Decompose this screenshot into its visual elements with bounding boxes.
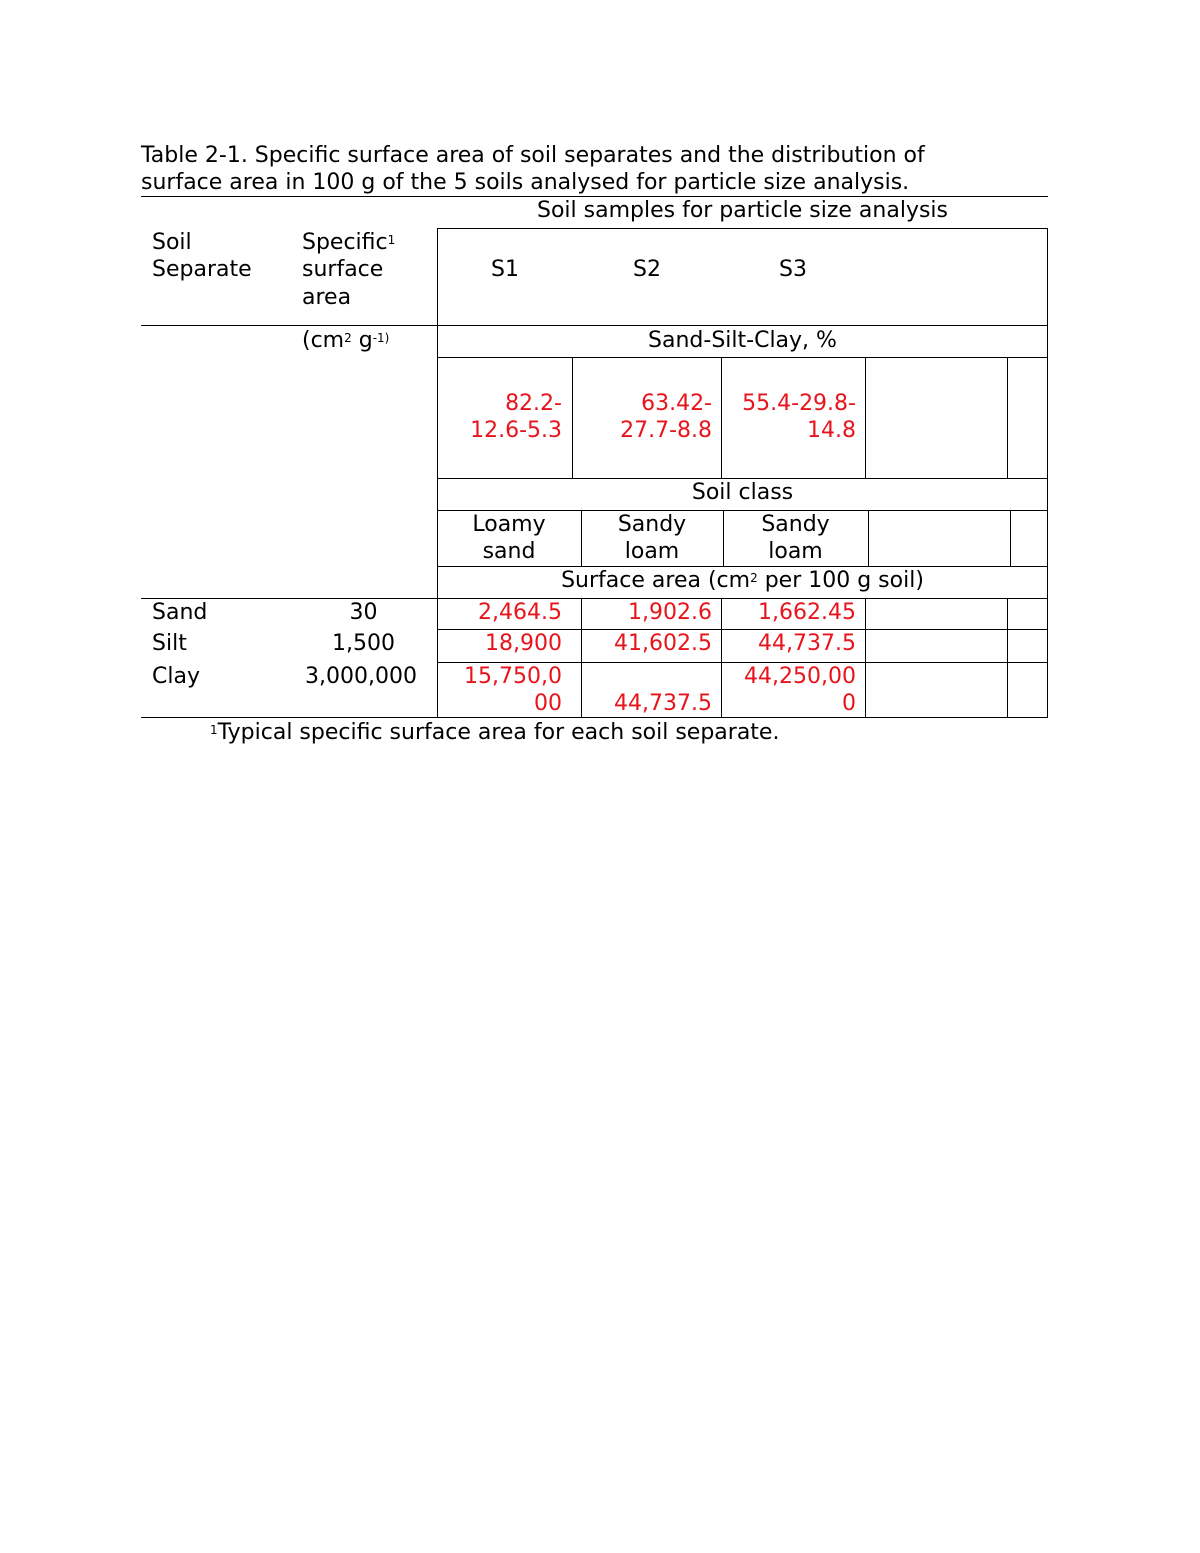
row-clay-s3-line2: 0 [842,691,856,716]
vrule-ssc-1 [572,357,573,478]
ssc-s3-line2: 14.8 [807,418,856,443]
rule-group-header [437,228,1048,229]
vrule-ssc-3 [865,357,866,478]
soil-class-s2-line2: loam [624,539,680,564]
vrule-data-4 [1007,598,1008,717]
col-header-s1: S1 [491,257,519,282]
vrule-class-3 [868,510,869,566]
ssc-s3-line1: 55.4-29.8- [742,391,856,416]
row-sand-label: Sand [152,600,208,625]
col-header-area: area [302,285,352,310]
footnote: $^1$Typical specific surface area for each soil separate. [210,720,780,745]
col-header-specific: Specific$^1$ [302,230,396,255]
unit-label: ($cm^2$ $g^{-1)}$ [302,328,390,353]
row-clay-s1-line1: 15,750,0 [464,664,562,689]
sand-silt-clay-title: Sand-Silt-Clay, % [648,328,837,353]
ssc-s2-line2: 27.7-8.8 [620,418,712,443]
table-caption-line1: Table 2-1. Specific surface area of soil separates and the distribution of [141,143,925,168]
vrule-data-3 [865,598,866,717]
row-clay-s1-line2: 00 [534,691,562,716]
vrule-ssc-2 [721,357,722,478]
row-silt-label: Silt [152,631,187,656]
row-sand-s1: 2,464.5 [478,600,562,625]
table-caption-line2: surface area in 100 g of the 5 soils analysed for particle size analysis. [141,170,910,195]
col-header-separate: Separate [152,257,252,282]
col-header-s3: S3 [779,257,807,282]
vrule-ssc-4 [1007,357,1008,478]
vrule-data-left [437,228,438,718]
row-clay-s3-line1: 44,250,00 [744,664,856,689]
row-silt-s3: 44,737.5 [758,631,856,656]
row-sand-specific: 30 [349,600,378,625]
soil-class-s1-line2: sand [482,539,536,564]
vrule-class-4 [1010,510,1011,566]
row-clay-label: Clay [152,664,200,689]
row-silt-specific: 1,500 [332,631,395,656]
ssc-s1-line2: 12.6-5.3 [470,418,562,443]
col-header-soil: Soil [152,230,192,255]
soil-class-s3-line1: Sandy [761,512,830,537]
rule-ssc-title [437,357,1048,358]
rule-header-bottom [141,325,1048,326]
row-sand-s2: 1,902.6 [628,600,712,625]
vrule-data-1 [581,598,582,717]
row-clay-specific: 3,000,000 [305,664,417,689]
soil-class-s3-line2: loam [768,539,823,564]
row-sand-s3: 1,662.45 [758,600,856,625]
row-clay-s2: 44,737.5 [614,691,712,716]
group-title: Soil samples for particle size analysis [536,198,949,223]
row-silt-s2: 41,602.5 [614,631,712,656]
col-header-surface: surface [302,257,384,282]
row-silt-s1: 18,900 [485,631,562,656]
soil-class-s2-line1: Sandy [617,512,687,537]
surface-area-title: Surface area ($cm^2$ per 100 g soil) [561,568,924,593]
vrule-data-2 [721,598,722,717]
ssc-s2-line1: 63.42- [641,391,712,416]
col-header-s2: S2 [633,257,661,282]
ssc-s1-line1: 82.2- [505,391,562,416]
soil-class-title: Soil class [691,480,794,505]
vrule-right [1047,228,1048,718]
soil-class-s1-line1: Loamy [472,512,546,537]
